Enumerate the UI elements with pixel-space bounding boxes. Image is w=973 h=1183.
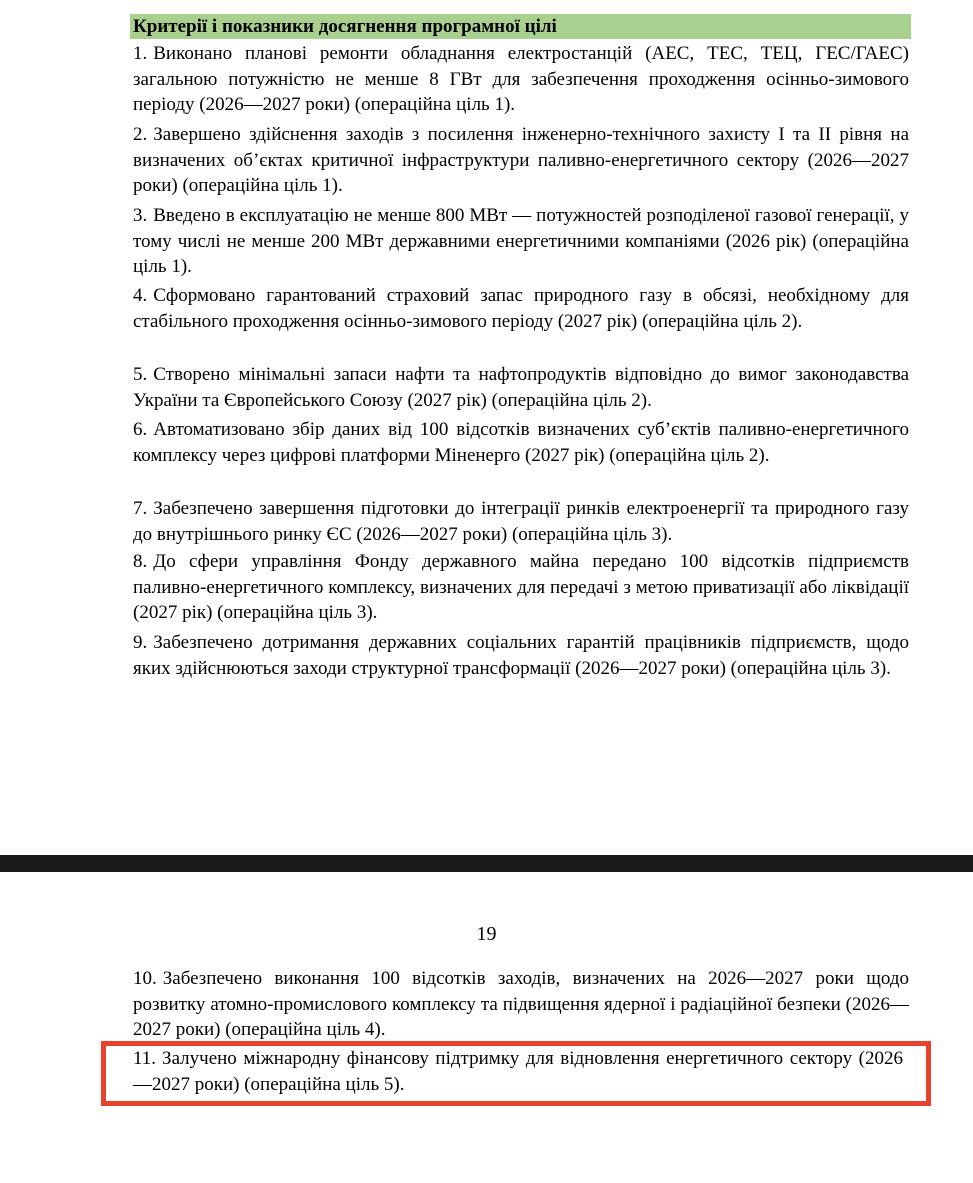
list-item: 2. Завершено здійснення заходів з посилення інженерно-технічного захисту I та II рівня на визначених об’єктах критичної інфраструктури паливно-енергетичного сектору (2026—2027 роки) (операційна ціль 1).: [133, 124, 909, 196]
list-item: 7. Забезпечено завершення підготовки до інтеграції ринків електроенергії та природного газу до внутрішнього ринку ЄС (2026—2027 роки) (операційна ціль 3).: [133, 498, 909, 545]
list-item: 5. Створено мінімальні запаси нафти та нафтопродуктів відповідно до вимог законодавства України та Європейського Союзу (2027 рік) (операційна ціль 2).: [133, 364, 909, 411]
list-item: 4. Сформовано гарантований страховий запас природного газу в обсязі, необхідному для стабільного проходження осінньо-зимового періоду (2027 рік) (операційна ціль 2).: [133, 285, 909, 332]
list-item: 9. Забезпечено дотримання державних соціальних гарантій працівників підприємств, щодо яких здійснюються заходи структурної трансформації (2026—2027 роки) (операційна ціль 3).: [133, 632, 909, 679]
list-item: 10. Забезпечено виконання 100 відсотків заходів, визначених на 2026—2027 роки щодо розвитку атомно-промислового комплексу та підвищення ядерної і радіаційної безпеки (2026—2027 роки) (операційна ціль 4).: [133, 968, 909, 1040]
list-item: 1. Виконано планові ремонти обладнання електростанцій (АЕС, ТЕС, ТЕЦ, ГЕС/ГАЕС) загальною потужністю не менше 8 ГВт для забезпечення проходження осінньо-зимового періоду (2026—2027 роки) (операційна ціль 1).: [133, 43, 909, 115]
page-divider: [0, 855, 973, 872]
page-number: 19: [476, 923, 497, 945]
list-item: 8. До сфери управління Фонду державного майна передано 100 відсотків підприємств паливно-енергетичного комплексу, визначених для передачі з метою приватизації або ліквідації (2027 рік) (операційна ціль 3).: [133, 551, 909, 623]
list-item-highlighted: 11. Залучено міжнародну фінансову підтримку для відновлення енергетичного сектору (2026—2027 роки) (операційна ціль 5).: [133, 1048, 903, 1095]
list-item: 3. Введено в експлуатацію не менше 800 МВт — потужностей розподіленої газової генерації, у тому числі не менше 200 МВт державними енергетичними компаніями (2026 рік) (операційна ціль 1).: [133, 205, 909, 277]
list-item: 6. Автоматизовано збір даних від 100 відсотків визначених суб’єктів паливно-енергетичного комплексу через цифрові платформи Міненерго (2027 рік) (операційна ціль 2).: [133, 419, 909, 466]
highlight-box: [101, 1041, 931, 1106]
section-heading: Критерії і показники досягнення програмної цілі: [130, 14, 911, 39]
